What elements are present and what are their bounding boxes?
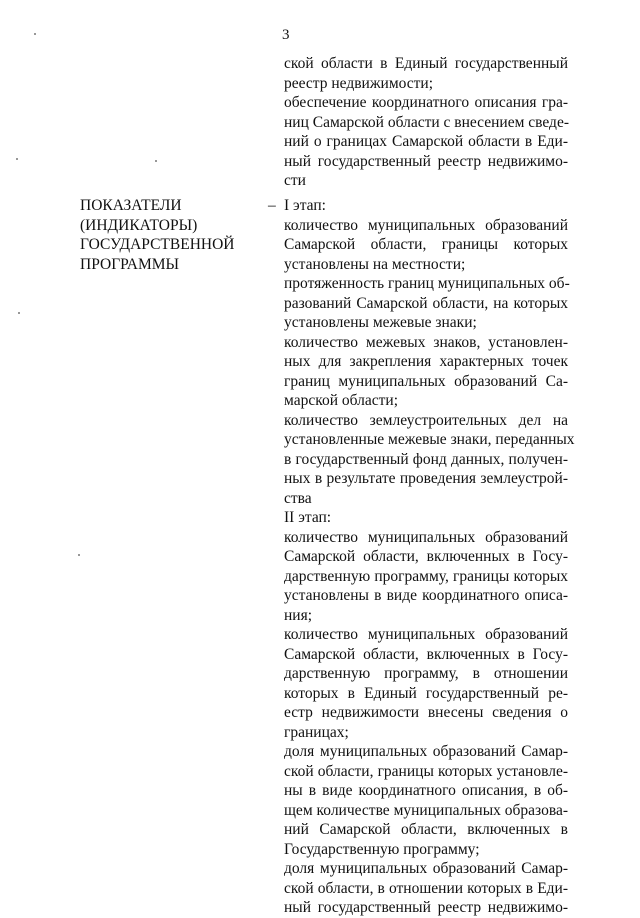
text-line: доля муниципальных образований Самар-: [284, 860, 568, 877]
scan-speck: [18, 312, 20, 314]
text-line: границах;: [284, 723, 349, 741]
text-line: границ муниципальных образований Са-: [284, 372, 568, 390]
text-line: количество землеустроительных дел на: [284, 411, 568, 429]
text-line: разований Самарской области, на которых: [284, 294, 568, 312]
text-line: ний Самарской области, включенных в: [284, 821, 568, 838]
text-line: Самарской области, включенных в Госу-: [284, 645, 568, 663]
indicators-heading: [80, 196, 260, 274]
text-line: Самарской области, границы которых: [284, 236, 568, 253]
text-line: установленные межевые знаки, переданных: [284, 431, 575, 448]
text-line: количество муниципальных образований: [284, 216, 568, 234]
heading-line: ПОКАЗАТЕЛИ: [80, 197, 182, 214]
text-line: количество муниципальных образований: [284, 528, 568, 546]
text-line: естр недвижимости внесены сведения о: [284, 704, 568, 721]
text-line: I этап:: [284, 197, 326, 214]
text-line: количество межевых знаков, установлен-: [284, 333, 568, 351]
text-line: ской области, границы которых установле-: [284, 762, 568, 780]
text-line: установлены межевые знаки;: [284, 314, 477, 331]
text-line: установлены на местности;: [284, 255, 466, 273]
heading-line: ГОСУДАРСТВЕННОЙ: [80, 236, 235, 253]
text-line: доля муниципальных образований Самар-: [284, 743, 568, 760]
text-line: в государственный фонд данных, получен-: [284, 450, 568, 468]
text-line: ния;: [284, 606, 313, 624]
text-line: дарственную программу, границы которых: [284, 567, 568, 585]
text-line: ны в виде координатного описания, в об-: [284, 782, 568, 799]
text-line: ных для закрепления характерных точек: [284, 353, 568, 370]
text-line: ской области, в отношении которых в Еди-: [284, 879, 568, 897]
text-line: Государственную программу;: [284, 840, 480, 858]
text-line: щем количестве муниципальных образова-: [284, 801, 568, 819]
text-line: марской области;: [284, 392, 398, 409]
text-line: обеспечение координатного описания гра-: [284, 94, 568, 111]
text-line: ний о границах Самарской области в Еди-: [284, 133, 568, 150]
text-line: ный государственный реестр недвижимо-: [284, 899, 568, 916]
text-line: ниц Самарской области с внесением сведе-: [284, 113, 569, 131]
heading-line: ПРОГРАММЫ: [80, 255, 180, 273]
text-line: ской области в Единый государственный: [284, 55, 568, 72]
text-line: дарственную программу, в отношении: [284, 665, 568, 682]
text-line: II этап:: [284, 509, 332, 526]
text-line: ный государственный реестр недвижимо-: [284, 152, 568, 170]
text-line: реестр недвижимости;: [284, 74, 434, 92]
list-dash: –: [268, 197, 276, 214]
scan-speck: [155, 160, 157, 162]
text-line: сти: [284, 172, 306, 189]
page-number: 3: [282, 27, 290, 43]
text-line: Самарской области, включенных в Госу-: [284, 548, 568, 565]
heading-line: (ИНДИКАТОРЫ): [80, 216, 198, 234]
scan-speck: [34, 33, 36, 35]
text-line: ства: [284, 489, 312, 507]
text-line: количество муниципальных образований: [284, 626, 568, 643]
text-line: протяженность границ муниципальных об-: [284, 275, 570, 292]
scan-speck: [16, 158, 18, 160]
text-line: установлены в виде координатного описа-: [284, 587, 568, 604]
text-line: которых в Единый государственный ре-: [284, 684, 568, 702]
scan-speck: [78, 554, 80, 556]
text-line: ных в результате проведения землеустрой-: [284, 470, 568, 487]
